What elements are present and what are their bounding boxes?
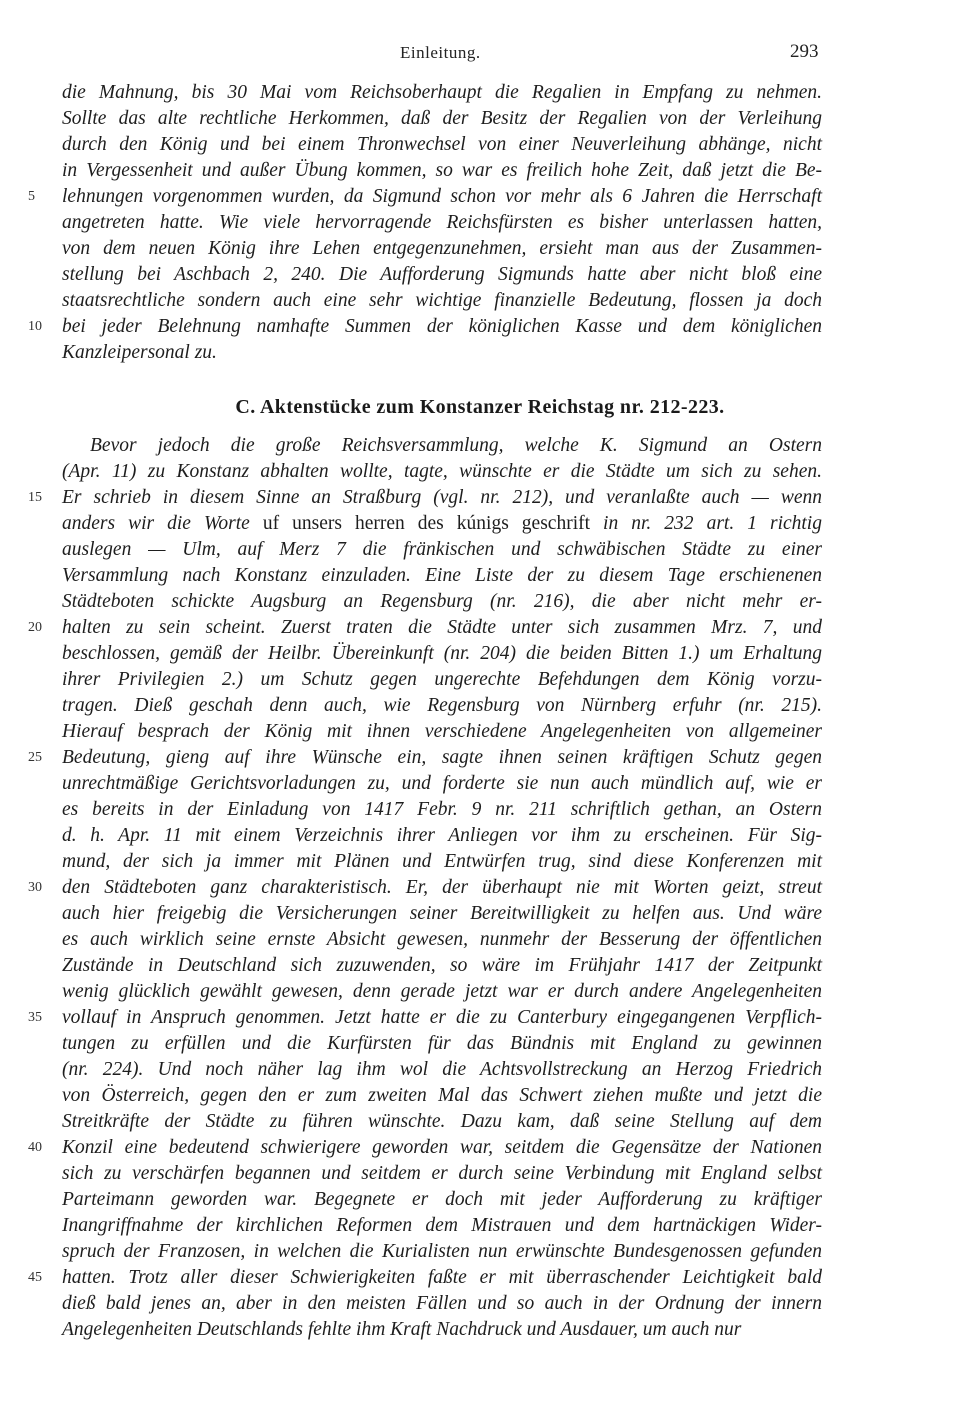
- text-line: stellung bei Aschbach 2, 240. Die Aufforderung Sigmunds hatte aber nicht bloß eine: [62, 264, 822, 285]
- line-number: 20: [28, 620, 42, 635]
- text-line: von Österreich, gegen den er zum zweiten Mal das Schwert ziehen mußte und jetzt die: [62, 1085, 822, 1106]
- text-line: mund, der sich ja immer mit Plänen und Entwürfen trug, sind diese Konferenzen mit: [62, 851, 822, 872]
- text-line: vollauf in Anspruch genommen. Jetzt hatte er die zu Canterbury eingegangenen Verpflich-: [62, 1007, 822, 1028]
- text-line: angetreten hatte. Wie viele hervorragende Reichsfürsten es bisher unterlassen hatten,: [62, 212, 822, 233]
- line-number: 15: [28, 490, 42, 505]
- text-line: hatten. Trotz aller dieser Schwierigkeiten faßte er mit überraschender Leichtigkeit bald: [62, 1267, 822, 1288]
- line-number: 35: [28, 1010, 42, 1025]
- text-line: Bedeutung, gieng auf ihre Wünsche ein, sagte ihnen seinen kräftigen Schutz gegen: [62, 747, 822, 768]
- text-line: (nr. 224). Und noch näher lag ihm wol die Achtsvollstreckung an Herzog Friedrich: [62, 1059, 822, 1080]
- text-line: Angelegenheiten Deutschlands fehlte ihm Kraft Nachdruck und Ausdauer, um auch nur: [62, 1319, 742, 1340]
- text-line: es bereits in der Einladung von 1417 Febr. 9 nr. 211 schriftlich gethan, an Ostern: [62, 799, 822, 820]
- text-line: sich zu verschärfen begannen und seitdem er durch seine Verbindung mit England selbst: [62, 1163, 822, 1184]
- text-line: ihrer Privilegien 2.) um Schutz gegen ungerechte Befehdungen dem König vorzu-: [62, 669, 822, 690]
- text-line: Zustände in Deutschland sich zuzuwenden, so wäre im Frühjahr 1417 der Zeitpunkt: [62, 955, 822, 976]
- text-line: bei jeder Belehnung namhafte Summen der königlichen Kasse und dem königlichen: [62, 316, 822, 337]
- text-line: Er schrieb in diesem Sinne an Straßburg (vgl. nr. 212), und veranlaßte auch — wenn: [62, 487, 822, 508]
- line-number: 10: [28, 319, 42, 334]
- text-line: in Vergessenheit und außer Übung kommen, so war es freilich hohe Zeit, daß jetzt die Be-: [62, 160, 822, 181]
- running-head: Einleitung.: [400, 43, 481, 62]
- text-line: von dem neuen König ihre Lehen entgegenzunehmen, ersieht man aus der Zusammen-: [62, 238, 822, 259]
- line-number: 25: [28, 750, 42, 765]
- text-line: tungen zu erfüllen und die Kurfürsten für das Bündnis mit England zu gewinnen: [62, 1033, 822, 1054]
- text-line: auslegen — Ulm, auf Merz 7 die fränkischen und schwäbischen Städte zu einer: [62, 539, 822, 560]
- text-run: in nr. 232 art. 1 richtig: [590, 513, 822, 534]
- text-line: staatsrechtliche sondern auch eine sehr wichtige finanzielle Bedeutung, flossen ja doch: [62, 290, 822, 311]
- line-number: 30: [28, 880, 42, 895]
- text-line: Streitkräfte der Städte zu führen wünschte. Dazu kam, daß seine Stellung auf dem: [62, 1111, 822, 1132]
- text-line: wenig glücklich gewählt gewesen, denn gerade jetzt war er durch andere Angelegenheiten: [62, 981, 822, 1002]
- quoted-source-text: uf unsers herren des kúnigs geschrift: [262, 513, 591, 534]
- text-line: unrechtmäßige Gerichtsvorladungen zu, und forderte sie nun auch mündlich auf, wie er: [62, 773, 822, 794]
- text-run: anders wir die Worte: [62, 513, 263, 534]
- text-line: Städteboten schickte Augsburg an Regensburg (nr. 216), die aber nicht mehr er-: [62, 591, 822, 612]
- text-line: beschlossen, gemäß der Heilbr. Übereinkunft (nr. 204) die beiden Bitten 1.) um Erhaltung: [62, 643, 822, 664]
- text-line: den Städteboten ganz charakteristisch. Er, der überhaupt nie mit Worten geizt, streut: [62, 877, 822, 898]
- text-line: die Mahnung, bis 30 Mai vom Reichsoberhaupt die Regalien in Empfang zu nehmen.: [62, 82, 822, 103]
- line-number: 5: [28, 189, 35, 204]
- section-heading: C. Aktenstücke zum Konstanzer Reichstag nr. 212-223.: [235, 396, 725, 418]
- text-line: durch den König und bei einem Thronwechsel von einer Neuverleihung abhänge, nicht: [62, 134, 822, 155]
- text-line: Kanzleipersonal zu.: [62, 342, 217, 363]
- text-line-mixed: [62, 511, 822, 537]
- text-line: spruch der Franzosen, in welchen die Kurialisten nun erwünschte Bundesgenossen gefunden: [62, 1241, 822, 1262]
- text-line: halten zu sein scheint. Zuerst traten die Städte unter sich zusammen Mrz. 7, und: [62, 617, 822, 638]
- text-line: (Apr. 11) zu Konstanz abhalten wollte, tagte, wünschte er die Städte um sich zu sehen.: [62, 461, 822, 482]
- text-line: Sollte das alte rechtliche Herkommen, daß der Besitz der Regalien von der Verleihung: [62, 108, 822, 129]
- text-line: lehnungen vorgenommen wurden, da Sigmund schon vor mehr als 6 Jahren die Herrschaft: [62, 186, 822, 207]
- page-number: 293: [790, 41, 819, 62]
- text-line: Hierauf besprach der König mit ihnen verschiedene Angelegenheiten von allgemeiner: [62, 721, 822, 742]
- text-line: Inangriffnahme der kirchlichen Reformen dem Mistrauen und dem hartnäckigen Wider-: [62, 1215, 822, 1236]
- text-line: auch hier freigebig die Versicherungen seiner Bereitwilligkeit zu helfen aus. Und wäre: [62, 903, 822, 924]
- text-line: Versammlung nach Konstanz einzuladen. Eine Liste der zu diesem Tage erschienenen: [62, 565, 822, 586]
- text-line: Parteimann geworden war. Begegnete er doch mit jeder Aufforderung zu kräftiger: [62, 1189, 822, 1210]
- text-line: Bevor jedoch die große Reichsversammlung, welche K. Sigmund an Ostern: [90, 435, 822, 456]
- text-line: tragen. Dieß geschah denn auch, wie Regensburg von Nürnberg erfuhr (nr. 215).: [62, 695, 822, 716]
- text-line: dieß bald jenes an, aber in den meisten Fällen und so auch in der Ordnung der innern: [62, 1293, 822, 1314]
- text-line: Konzil eine bedeutend schwierigere geworden war, seitdem die Gegensätze der Nationen: [62, 1137, 822, 1158]
- line-number: 40: [28, 1140, 42, 1155]
- text-line: d. h. Apr. 11 mit einem Verzeichnis ihrer Anliegen vor ihm zu erscheinen. Für Sig-: [62, 825, 822, 846]
- line-number: 45: [28, 1270, 42, 1285]
- text-line: es auch wirklich seine ernste Absicht gewesen, nunmehr der Besserung der öffentlichen: [62, 929, 822, 950]
